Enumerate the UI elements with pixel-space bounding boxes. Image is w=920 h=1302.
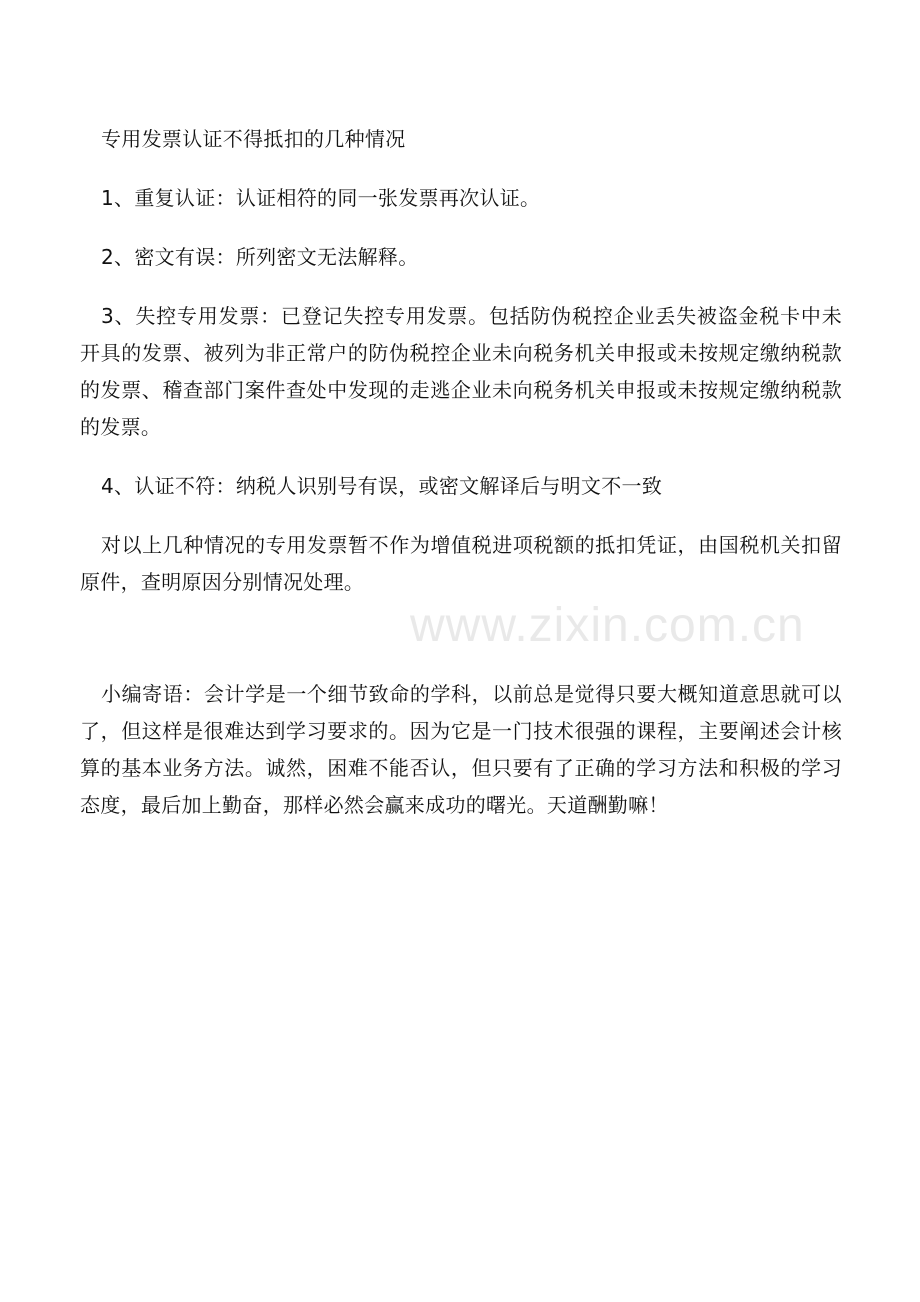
list-item-repeat-auth: 1、重复认证：认证相符的同一张发票再次认证。 [101,186,541,210]
list-item-cipher-error: 2、密文有误：所列密文无法解释。 [101,245,419,269]
document-body [80,121,842,824]
watermark-text: www.zixin.com.cn [410,599,805,652]
editor-note-paragraph: 小编寄语：会计学是一个细节致命的学科，以前总是觉得只要大概知道意思就可以了，但这样是很难达到学习要求的。因为它是一门技术很强的课程，主要阐述会计核算的基本业务方法。诚然，困难不能否认，但只要有了正确的学习方法和积极的学习态度，最后加上勤奋，那样必然会赢来成功的曙光。天道酬勤嘛！ [80,682,842,817]
list-item-mismatch: 4、认证不符：纳税人识别号有误，或密文解译后与明文不一致 [101,474,663,498]
list-item-lost-control: 3、失控专用发票：已登记失控专用发票。包括防伪税控企业丢失被盗金税卡中未开具的发票、被列为非正常户的防伪税控企业未向税务机关申报或未按规定缴纳税款的发票、稽查部门案件查处中发现的走逃企业未向税务机关申报或未按规定缴纳税款的发票。 [80,304,842,439]
section-heading: 专用发票认证不得抵扣的几种情况 [101,127,406,151]
conclusion-paragraph: 对以上几种情况的专用发票暂不作为增值税进项税额的抵扣凭证，由国税机关扣留原件，查明原因分别情况处理。 [80,533,842,594]
